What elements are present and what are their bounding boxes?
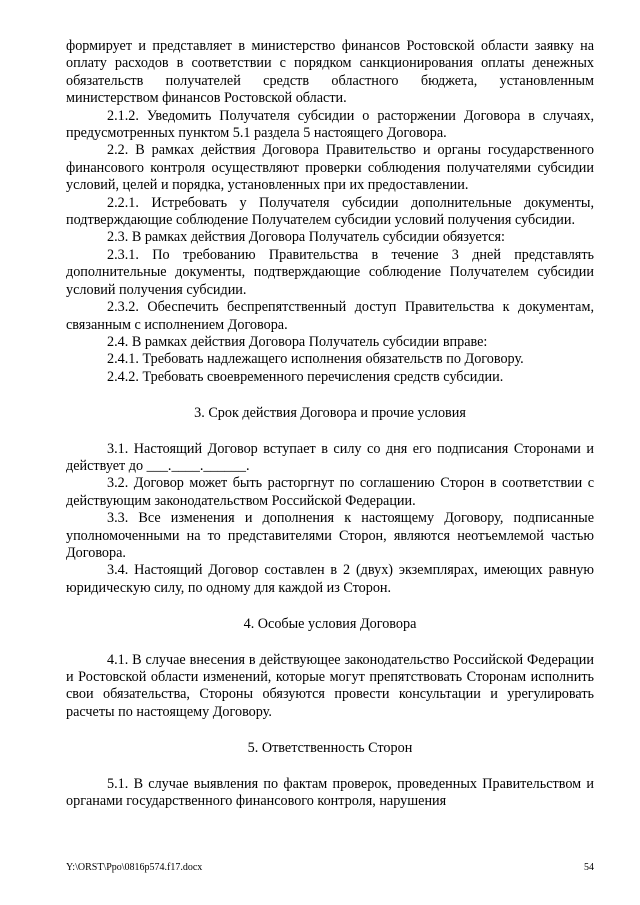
paragraph: 3.4. Настоящий Договор составлен в 2 (двух) экземплярах, имеющих равную юридическую силу, по одному для каждой из Сторон. — [66, 562, 594, 596]
paragraph: 3.3. Все изменения и дополнения к настоящему Договору, подписанные уполномоченными на то представителями Сторон, являются неотъемлемой частью Договора. — [66, 510, 594, 561]
paragraph: 5.1. В случае выявления по фактам проверок, проведенных Правительством и органами государственного финансового контроля, нарушения — [66, 775, 594, 810]
paragraph: 2.2. В рамках действия Договора Правительство и органы государственного финансового контроля осуществляют проверки соблюдения получателями субсидии условий, целей и порядка, установленных при их предоставлении. — [66, 142, 594, 194]
paragraph: 2.4.1. Требовать надлежащего исполнения обязательств по Договору. — [107, 351, 524, 368]
paragraph: 2.3.1. По требованию Правительства в течение 3 дней представлять дополнительные документы, подтверждающие соблюдение Получателем субсидии условий получения субсидии. — [66, 246, 594, 298]
document-body — [66, 38, 594, 810]
paragraph: 3.1. Настоящий Договор вступает в силу со дня его подписания Сторонами и действует до ___.____.______. — [66, 440, 594, 474]
page-number: 54 — [584, 862, 594, 873]
page-footer — [66, 862, 594, 874]
section-heading: 3. Срок действия Договора и прочие условия — [194, 405, 466, 422]
section-heading: 4. Особые условия Договора — [243, 616, 417, 633]
paragraph: 2.2.1. Истребовать у Получателя субсидии дополнительные документы, подтверждающие соблюдение Получателем субсидии условий получения субсидии. — [66, 194, 594, 229]
paragraph: 2.4.2. Требовать своевременного перечисления средств субсидии. — [107, 368, 504, 385]
paragraph: 2.4. В рамках действия Договора Получатель субсидии вправе: — [107, 333, 488, 350]
paragraph: 3.2. Договор может быть расторгнут по соглашению Сторон в соответствии с действующим законодательством Российской Федерации. — [66, 475, 594, 509]
paragraph: 2.3.2. Обеспечить беспрепятственный доступ Правительства к документам, связанным с исполнением Договора. — [66, 299, 594, 333]
file-path: Y:\ORST\Ppo\0816p574.f17.docx — [66, 862, 203, 873]
section-heading: 5. Ответственность Сторон — [247, 740, 413, 757]
paragraph: 2.3. В рамках действия Договора Получатель субсидии обязуется: — [107, 229, 505, 246]
paragraph: 4.1. В случае внесения в действующее законодательство Российской Федерации и Ростовской области изменений, которые могут препятствовать Сторонам исполнить свои обязательства, Стороны обязуются провести консультации и урегулировать расчеты по настоящему Договору. — [66, 651, 594, 720]
paragraph: 2.1.2. Уведомить Получателя субсидии о расторжении Договора в случаях, предусмотренных пунктом 5.1 раздела 5 настоящего Договора. — [66, 107, 594, 142]
paragraph: формирует и представляет в министерство финансов Ростовской области заявку на оплату расходов в соответствии с порядком санкционирования оплаты денежных обязательств получателей средств областного бюджета, установленным министерством финансов Ростовской области. — [66, 38, 594, 107]
